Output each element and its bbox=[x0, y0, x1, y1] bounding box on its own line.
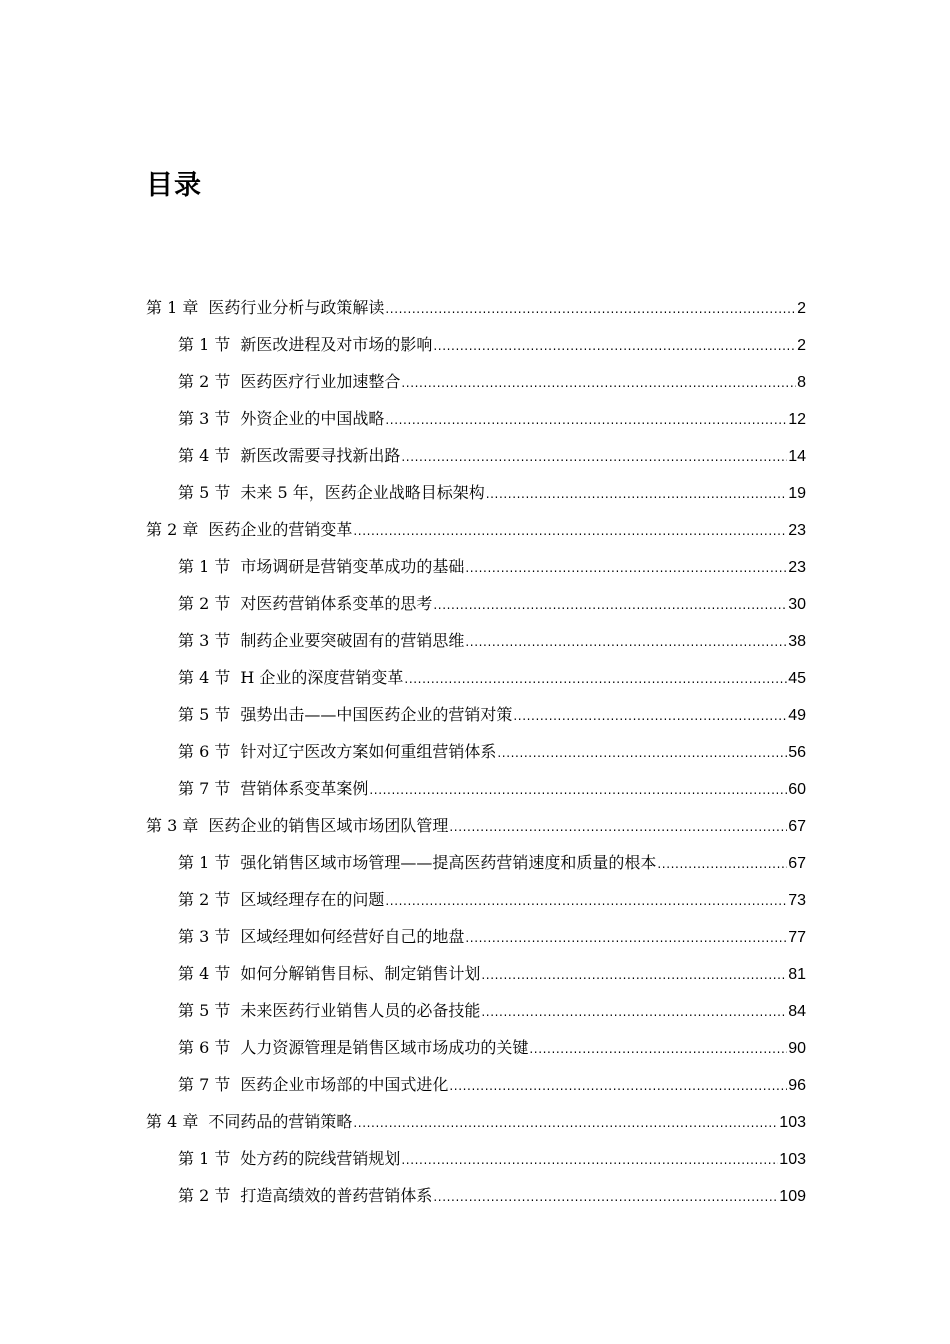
toc-page-number: 30 bbox=[788, 596, 806, 613]
toc-chapter-entry[interactable] bbox=[146, 513, 806, 550]
toc-page-number: 60 bbox=[788, 781, 806, 798]
toc-page-number: 19 bbox=[788, 485, 806, 502]
toc-list bbox=[146, 291, 806, 1216]
toc-dot-leader bbox=[433, 329, 796, 363]
toc-page-number: 77 bbox=[788, 929, 806, 946]
toc-dot-leader bbox=[465, 551, 787, 585]
toc-entry-number: 第 1 章 bbox=[146, 298, 199, 317]
toc-page-number: 8 bbox=[797, 374, 806, 391]
toc-page-number: 81 bbox=[788, 966, 806, 983]
toc-section-entry[interactable] bbox=[146, 994, 806, 1031]
toc-section-entry[interactable] bbox=[146, 957, 806, 994]
toc-page-number: 67 bbox=[788, 855, 806, 872]
toc-entry-text: H 企业的深度营销变革 bbox=[240, 668, 404, 687]
toc-entry-text: 区域经理如何经营好自己的地盘 bbox=[240, 927, 465, 946]
toc-dot-leader bbox=[385, 884, 787, 918]
toc-section-entry[interactable] bbox=[146, 587, 806, 624]
toc-dot-leader bbox=[481, 995, 787, 1029]
toc-dot-leader bbox=[404, 662, 787, 696]
toc-entry-text: 医药医疗行业加速整合 bbox=[240, 372, 401, 391]
toc-entry-text: 如何分解销售目标、制定销售计划 bbox=[240, 964, 481, 983]
toc-dot-leader bbox=[481, 958, 787, 992]
toc-dot-leader bbox=[369, 773, 787, 807]
toc-entry-text: 针对辽宁医改方案如何重组营销体系 bbox=[240, 742, 497, 761]
toc-entry-number: 第 2 节 bbox=[178, 594, 231, 613]
toc-section-entry[interactable] bbox=[146, 476, 806, 513]
toc-entry-number: 第 1 节 bbox=[178, 853, 231, 872]
toc-dot-leader bbox=[401, 366, 796, 400]
toc-section-entry[interactable] bbox=[146, 365, 806, 402]
toc-dot-leader bbox=[433, 588, 787, 622]
toc-section-entry[interactable] bbox=[146, 1142, 806, 1179]
toc-entry-text: 人力资源管理是销售区域市场成功的关键 bbox=[240, 1038, 529, 1057]
toc-entry-text: 医药企业市场部的中国式进化 bbox=[240, 1075, 449, 1094]
toc-page-number: 2 bbox=[797, 300, 806, 317]
toc-dot-leader bbox=[465, 921, 787, 955]
toc-section-entry[interactable] bbox=[146, 846, 806, 883]
toc-page-number: 90 bbox=[788, 1040, 806, 1057]
toc-dot-leader bbox=[385, 403, 787, 437]
toc-entry-number: 第 1 节 bbox=[178, 1149, 231, 1168]
toc-dot-leader bbox=[513, 699, 787, 733]
toc-entry-number: 第 1 节 bbox=[178, 557, 231, 576]
toc-page-number: 56 bbox=[788, 744, 806, 761]
toc-dot-leader bbox=[401, 440, 787, 474]
toc-entry-number: 第 4 节 bbox=[178, 668, 231, 687]
toc-entry-number: 第 3 节 bbox=[178, 631, 231, 650]
toc-entry-number: 第 2 节 bbox=[178, 372, 231, 391]
toc-entry-number: 第 4 章 bbox=[146, 1112, 199, 1131]
toc-entry-number: 第 2 章 bbox=[146, 520, 199, 539]
toc-page-number: 38 bbox=[788, 633, 806, 650]
toc-entry-number: 第 7 节 bbox=[178, 1075, 231, 1094]
toc-title: 目录 bbox=[146, 170, 202, 201]
toc-page-number: 12 bbox=[788, 411, 806, 428]
toc-section-entry[interactable] bbox=[146, 1031, 806, 1068]
toc-entry-text: 新医改需要寻找新出路 bbox=[240, 446, 401, 465]
toc-page-number: 2 bbox=[797, 337, 806, 354]
toc-section-entry[interactable] bbox=[146, 402, 806, 439]
toc-section-entry[interactable] bbox=[146, 550, 806, 587]
toc-entry-text: 处方药的院线营销规划 bbox=[240, 1149, 401, 1168]
toc-page-number: 109 bbox=[779, 1188, 806, 1205]
toc-dot-leader bbox=[353, 514, 787, 548]
toc-entry-number: 第 3 章 bbox=[146, 816, 199, 835]
toc-entry-text: 制药企业要突破固有的营销思维 bbox=[240, 631, 465, 650]
toc-entry-text: 医药行业分析与政策解读 bbox=[208, 298, 385, 317]
toc-entry-number: 第 4 节 bbox=[178, 964, 231, 983]
toc-section-entry[interactable] bbox=[146, 920, 806, 957]
toc-dot-leader bbox=[465, 625, 787, 659]
toc-dot-leader bbox=[449, 1069, 787, 1103]
toc-entry-text: 新医改进程及对市场的影响 bbox=[240, 335, 433, 354]
toc-entry-text: 医药企业的销售区域市场团队管理 bbox=[208, 816, 449, 835]
toc-dot-leader bbox=[449, 810, 787, 844]
toc-entry-number: 第 4 节 bbox=[178, 446, 231, 465]
toc-section-entry[interactable] bbox=[146, 439, 806, 476]
toc-page-number: 73 bbox=[788, 892, 806, 909]
toc-entry-text: 区域经理存在的问题 bbox=[240, 890, 385, 909]
toc-entry-text: 营销体系变革案例 bbox=[240, 779, 369, 798]
toc-entry-text: 不同药品的营销策略 bbox=[208, 1112, 353, 1131]
toc-chapter-entry[interactable] bbox=[146, 291, 806, 328]
toc-entry-text: 未来医药行业销售人员的必备技能 bbox=[240, 1001, 481, 1020]
toc-dot-leader bbox=[385, 292, 796, 326]
toc-section-entry[interactable] bbox=[146, 735, 806, 772]
toc-entry-number: 第 2 节 bbox=[178, 1186, 231, 1205]
toc-entry-number: 第 3 节 bbox=[178, 927, 231, 946]
toc-entry-number: 第 7 节 bbox=[178, 779, 231, 798]
toc-entry-text: 强势出击——中国医药企业的营销对策 bbox=[240, 705, 513, 724]
toc-dot-leader bbox=[433, 1180, 778, 1214]
toc-section-entry[interactable] bbox=[146, 698, 806, 735]
toc-entry-number: 第 1 节 bbox=[178, 335, 231, 354]
toc-section-entry[interactable] bbox=[146, 661, 806, 698]
toc-dot-leader bbox=[497, 736, 787, 770]
toc-section-entry[interactable] bbox=[146, 624, 806, 661]
toc-section-entry[interactable] bbox=[146, 1179, 806, 1216]
toc-entry-number: 第 5 节 bbox=[178, 483, 231, 502]
toc-page-number: 67 bbox=[788, 818, 806, 835]
toc-entry-number: 第 6 节 bbox=[178, 1038, 231, 1057]
toc-entry-text: 强化销售区域市场管理——提高医药营销速度和质量的根本 bbox=[240, 853, 657, 872]
toc-entry-text: 对医药营销体系变革的思考 bbox=[240, 594, 433, 613]
toc-entry-text: 未来 5 年，医药企业战略目标架构 bbox=[240, 483, 485, 502]
toc-page-number: 103 bbox=[779, 1151, 806, 1168]
toc-section-entry[interactable] bbox=[146, 772, 806, 809]
toc-chapter-entry[interactable] bbox=[146, 1105, 806, 1142]
toc-entry-number: 第 6 节 bbox=[178, 742, 231, 761]
toc-entry-text: 市场调研是营销变革成功的基础 bbox=[240, 557, 465, 576]
toc-page-number: 96 bbox=[788, 1077, 806, 1094]
toc-entry-text: 打造高绩效的普药营销体系 bbox=[240, 1186, 433, 1205]
toc-page-number: 103 bbox=[779, 1114, 806, 1131]
toc-dot-leader bbox=[529, 1032, 787, 1066]
toc-entry-text: 外资企业的中国战略 bbox=[240, 409, 385, 428]
toc-page-number: 84 bbox=[788, 1003, 806, 1020]
toc-dot-leader bbox=[657, 847, 787, 881]
toc-entry-text: 医药企业的营销变革 bbox=[208, 520, 353, 539]
toc-page-number: 14 bbox=[788, 448, 806, 465]
toc-page-number: 23 bbox=[788, 559, 806, 576]
toc-section-entry[interactable] bbox=[146, 883, 806, 920]
toc-dot-leader bbox=[401, 1143, 778, 1177]
toc-entry-number: 第 3 节 bbox=[178, 409, 231, 428]
toc-section-entry[interactable] bbox=[146, 1068, 806, 1105]
toc-entry-number: 第 5 节 bbox=[178, 705, 231, 724]
toc-dot-leader bbox=[353, 1106, 778, 1140]
toc-page-number: 23 bbox=[788, 522, 806, 539]
toc-section-entry[interactable] bbox=[146, 328, 806, 365]
toc-page-number: 49 bbox=[788, 707, 806, 724]
toc-entry-number: 第 2 节 bbox=[178, 890, 231, 909]
toc-dot-leader bbox=[486, 477, 787, 511]
toc-chapter-entry[interactable] bbox=[146, 809, 806, 846]
toc-page-number: 45 bbox=[788, 670, 806, 687]
toc-entry-number: 第 5 节 bbox=[178, 1001, 231, 1020]
